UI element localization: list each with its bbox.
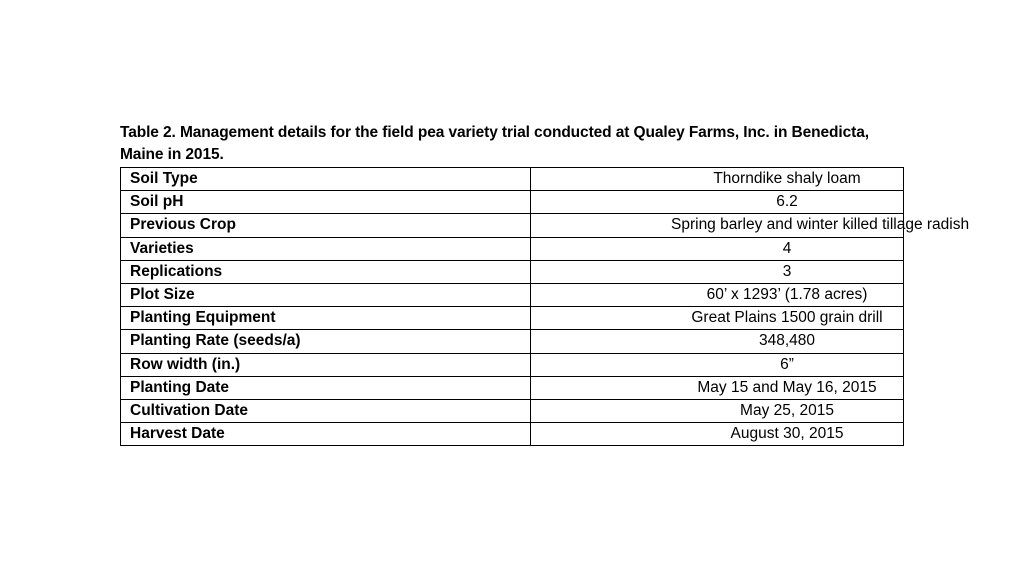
management-details-table	[120, 167, 970, 446]
row-label: Harvest Date	[121, 423, 531, 446]
table-row	[121, 283, 904, 306]
row-label: Plot Size	[121, 283, 531, 306]
row-label: Planting Rate (seeds/a)	[121, 330, 531, 353]
row-value: Thorndike shaly loam	[531, 168, 904, 191]
row-value: 6.2	[531, 191, 904, 214]
table-row	[121, 260, 904, 283]
table-caption: Table 2. Management details for the field pea variety trial conducted at Qualey Farms, Inc. in Benedicta, Maine in 2015.	[120, 124, 869, 163]
table-row	[121, 423, 904, 446]
row-label: Soil Type	[121, 168, 531, 191]
row-label: Soil pH	[121, 191, 531, 214]
row-value: 60’ x 1293’ (1.78 acres)	[531, 283, 904, 306]
row-value: 6”	[531, 353, 904, 376]
row-label: Planting Equipment	[121, 307, 531, 330]
row-value: 4	[531, 237, 904, 260]
table-row	[121, 214, 904, 237]
row-value: May 25, 2015	[531, 399, 904, 422]
table-row	[121, 353, 904, 376]
row-label: Replications	[121, 260, 531, 283]
row-label: Cultivation Date	[121, 399, 531, 422]
row-value: 348,480	[531, 330, 904, 353]
table-row	[121, 376, 904, 399]
table-row	[121, 330, 904, 353]
row-value: August 30, 2015	[531, 423, 904, 446]
row-label: Varieties	[121, 237, 531, 260]
row-label: Previous Crop	[121, 214, 531, 237]
row-value: Great Plains 1500 grain drill	[531, 307, 904, 330]
table-row	[121, 399, 904, 422]
table-row	[121, 168, 904, 191]
row-value: 3	[531, 260, 904, 283]
table-row	[121, 237, 904, 260]
row-value: May 15 and May 16, 2015	[531, 376, 904, 399]
row-value: Spring barley and winter killed tillage radish	[531, 214, 904, 237]
table-row	[121, 191, 904, 214]
row-label: Row width (in.)	[121, 353, 531, 376]
management-table-block	[120, 122, 970, 446]
row-label: Planting Date	[121, 376, 531, 399]
table-row	[121, 307, 904, 330]
